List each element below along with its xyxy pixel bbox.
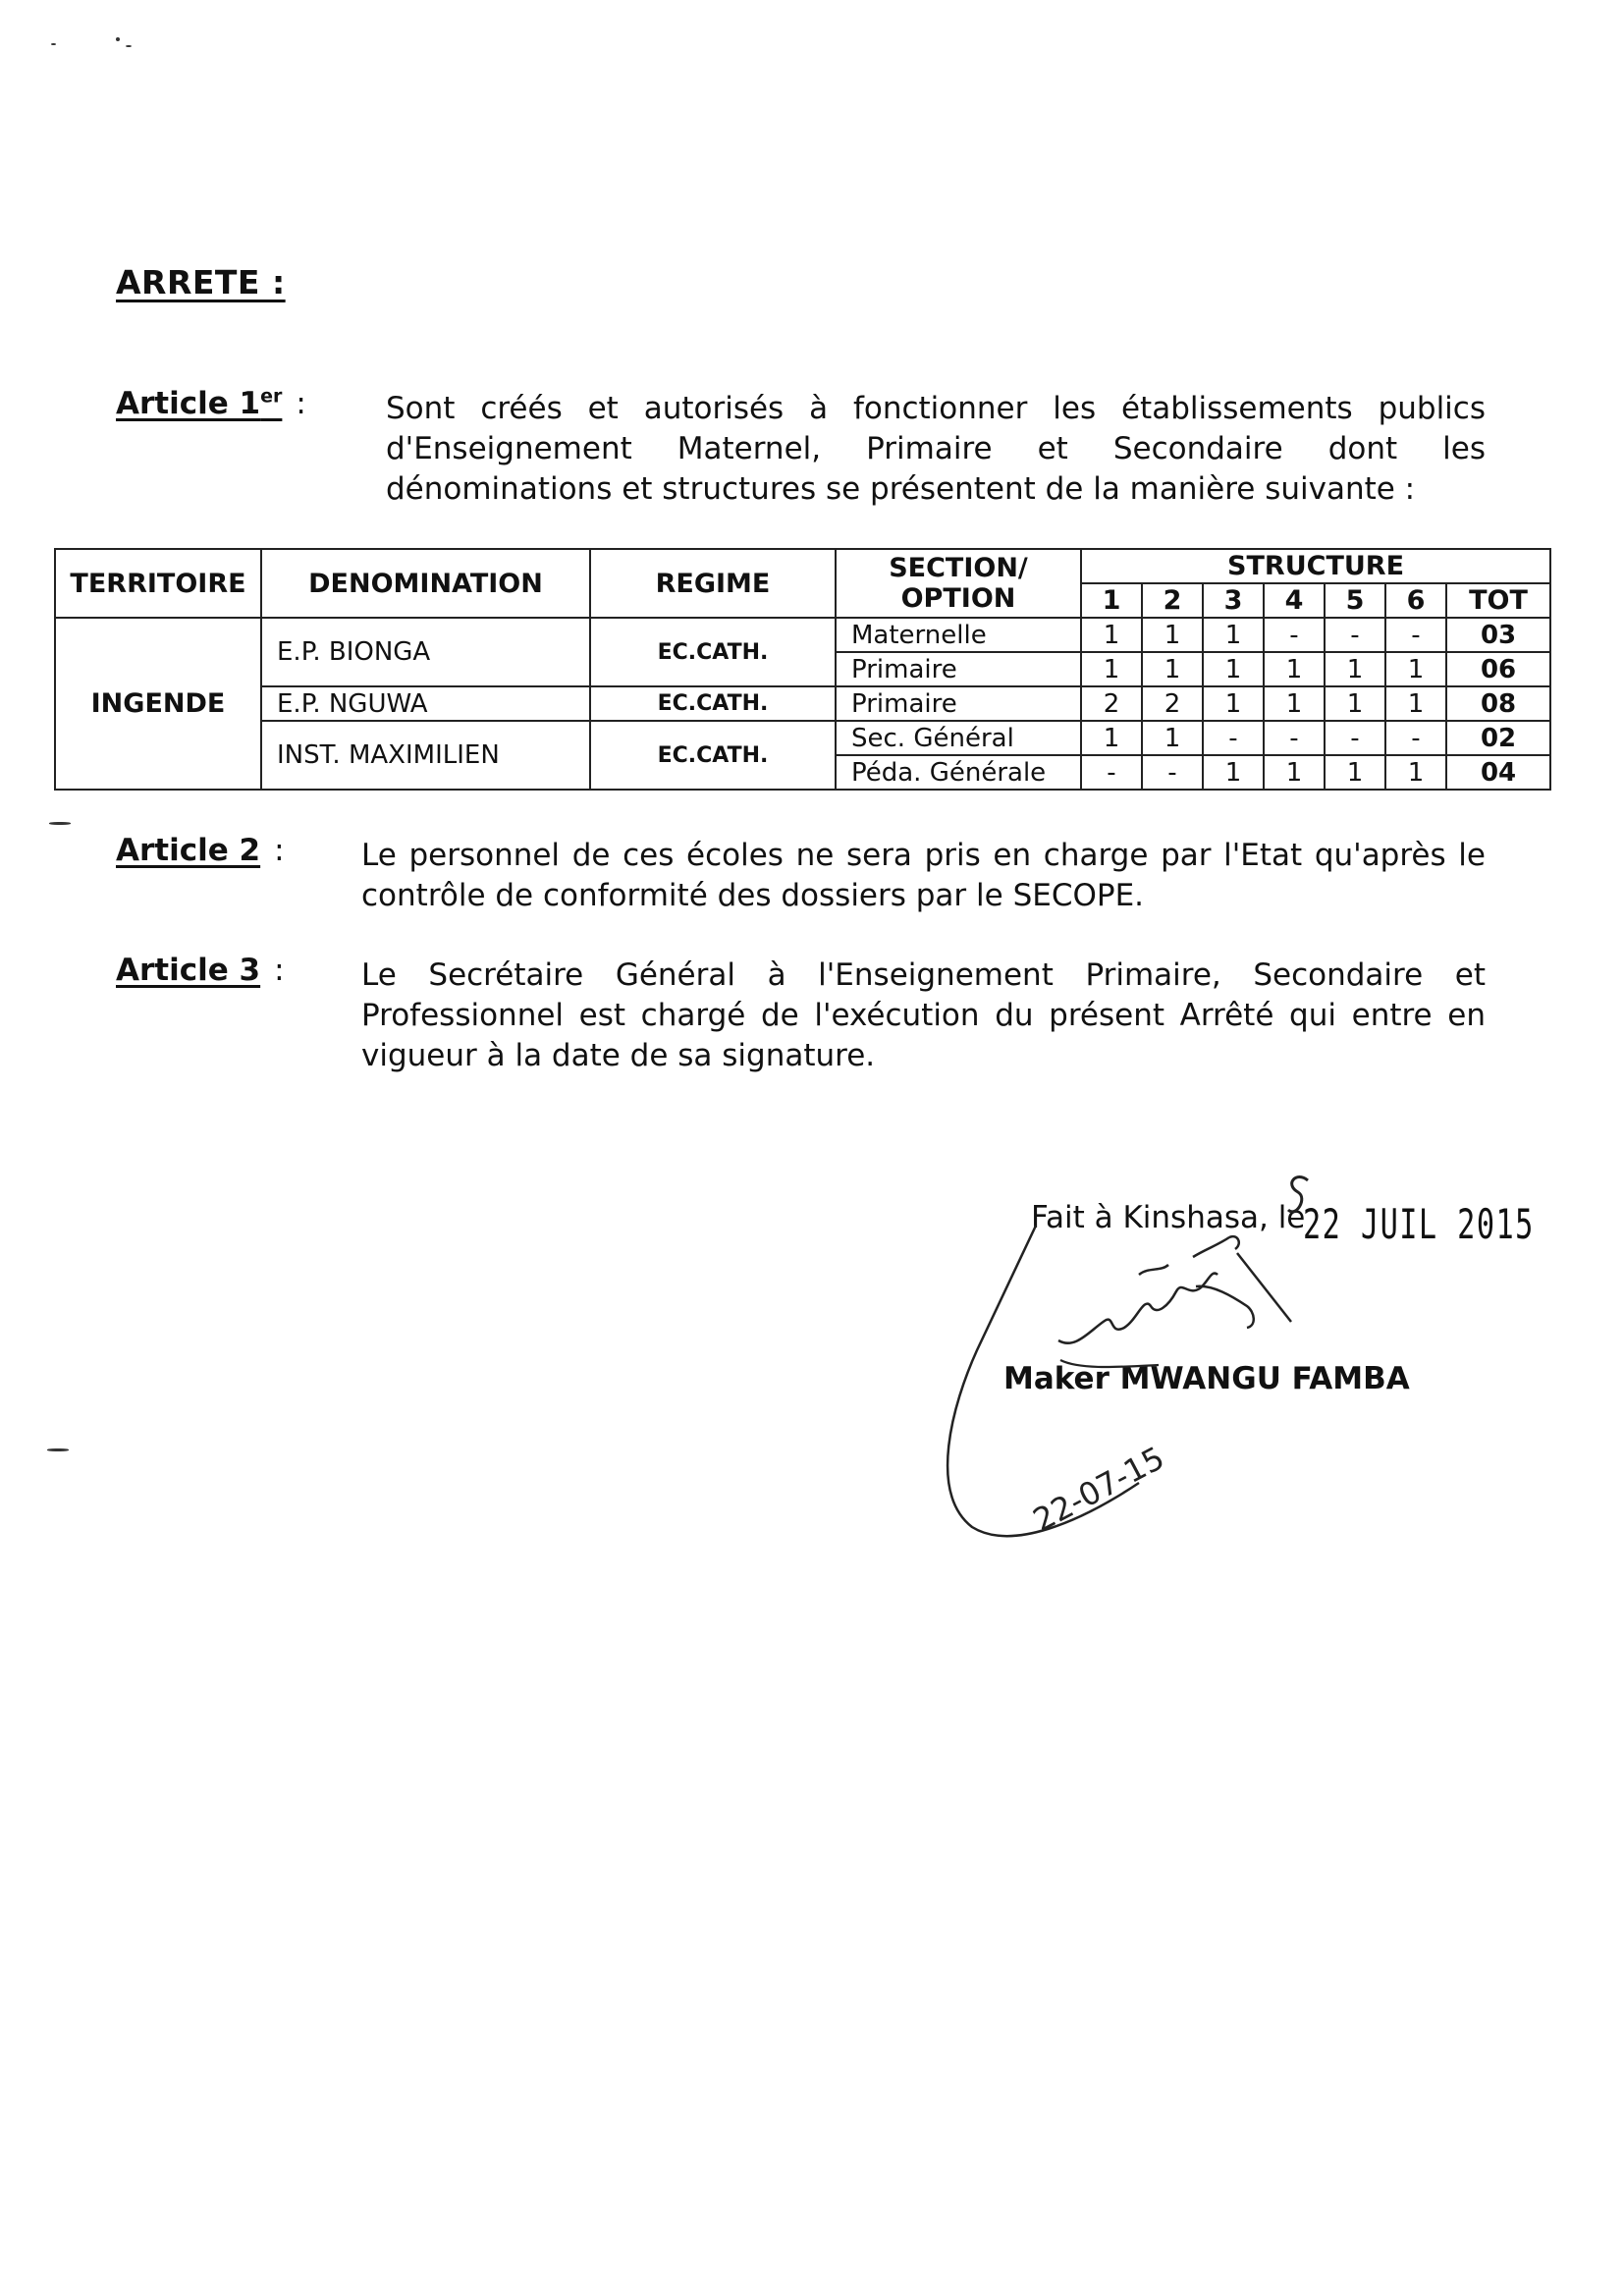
date-stamp: 22 JUIL 2015	[1303, 1200, 1535, 1248]
school-name: INST. MAXIMILIEN	[261, 721, 590, 790]
structure-cell: 1	[1142, 721, 1203, 755]
section-cell: Primaire	[836, 686, 1081, 721]
structure-cell: 1	[1385, 652, 1446, 686]
article-3-label: Article 3 :	[116, 953, 285, 988]
header-denomination: DENOMINATION	[261, 549, 590, 618]
structure-cell: -	[1385, 721, 1446, 755]
structure-table	[54, 548, 1551, 791]
header-col-4: 4	[1264, 583, 1325, 618]
section-cell: Sec. Général	[836, 721, 1081, 755]
header-territoire: TERRITOIRE	[55, 549, 261, 618]
structure-cell: 1	[1203, 755, 1264, 790]
section-cell: Maternelle	[836, 618, 1081, 652]
structure-cell: 1	[1385, 755, 1446, 790]
school-regime: EC.CATH.	[590, 686, 836, 721]
scan-speck	[116, 37, 120, 41]
header-col-3: 3	[1203, 583, 1264, 618]
structure-cell: 1	[1203, 618, 1264, 652]
header-regime: REGIME	[590, 549, 836, 618]
territoire-cell: INGENDE	[55, 618, 261, 790]
structure-cell: 2	[1081, 686, 1142, 721]
table-row	[55, 721, 1550, 755]
total-cell: 02	[1446, 721, 1550, 755]
structure-cell: -	[1142, 755, 1203, 790]
article-1-text: Sont créés et autorisés à fonctionner les établissements publics d'Enseignement Maternel, Primaire et Secondaire dont les dénominations et structures se présentent de la manière suivante :	[386, 391, 1486, 507]
article-2-label: Article 2 :	[116, 833, 285, 868]
total-cell: 04	[1446, 755, 1550, 790]
total-cell: 03	[1446, 618, 1550, 652]
handwritten-date: 22-07-15	[1026, 1439, 1171, 1540]
structure-cell: -	[1081, 755, 1142, 790]
school-name: E.P. NGUWA	[261, 686, 590, 721]
total-cell: 08	[1446, 686, 1550, 721]
header-col-6: 6	[1385, 583, 1446, 618]
place-date-text: Fait à Kinshasa, le	[1031, 1200, 1306, 1235]
structure-cell: -	[1325, 618, 1385, 652]
header-section-option: SECTION/ OPTION	[836, 549, 1081, 618]
structure-cell: -	[1264, 721, 1325, 755]
structure-cell: 1	[1385, 686, 1446, 721]
school-regime: EC.CATH.	[590, 721, 836, 790]
total-cell: 06	[1446, 652, 1550, 686]
header-structure: STRUCTURE	[1081, 549, 1550, 583]
section-cell: Primaire	[836, 652, 1081, 686]
structure-cell: 1	[1081, 652, 1142, 686]
header-col-2: 2	[1142, 583, 1203, 618]
article-1-label: Article 1er :	[116, 386, 306, 422]
header-col-1: 1	[1081, 583, 1142, 618]
header-col-tot: TOT	[1446, 583, 1550, 618]
structure-cell: 1	[1264, 686, 1325, 721]
table-row	[55, 686, 1550, 721]
school-regime: EC.CATH.	[590, 618, 836, 686]
structure-cell: 2	[1142, 686, 1203, 721]
scan-speck	[49, 822, 71, 825]
structure-cell: -	[1385, 618, 1446, 652]
scan-speck	[51, 43, 56, 45]
structure-cell: 1	[1203, 686, 1264, 721]
structure-cell: 1	[1264, 755, 1325, 790]
table-row	[55, 618, 1550, 652]
structure-cell: 1	[1142, 618, 1203, 652]
header-col-5: 5	[1325, 583, 1385, 618]
scan-speck	[126, 45, 132, 47]
structure-cell: 1	[1142, 652, 1203, 686]
article-2-text: Le personnel de ces écoles ne sera pris en charge par l'Etat qu'après le contrôle de conformité des dossiers par le SECOPE.	[361, 838, 1486, 913]
signer-name: Maker MWANGU FAMBA	[1003, 1361, 1410, 1396]
page-heading: ARRETE :	[116, 263, 286, 301]
scan-speck	[47, 1448, 69, 1451]
school-name: E.P. BIONGA	[261, 618, 590, 686]
structure-cell: 1	[1081, 618, 1142, 652]
structure-cell: -	[1203, 721, 1264, 755]
structure-cell: 1	[1081, 721, 1142, 755]
structure-cell: 1	[1325, 686, 1385, 721]
structure-cell: -	[1325, 721, 1385, 755]
section-cell: Péda. Générale	[836, 755, 1081, 790]
structure-cell: 1	[1325, 755, 1385, 790]
structure-cell: 1	[1264, 652, 1325, 686]
article-3-text: Le Secrétaire Général à l'Enseignement Primaire, Secondaire et Professionnel est chargé de l'exécution du présent Arrêté qui entre en vigueur à la date de sa signature.	[361, 957, 1486, 1073]
structure-cell: 1	[1325, 652, 1385, 686]
structure-cell: -	[1264, 618, 1325, 652]
structure-cell: 1	[1203, 652, 1264, 686]
